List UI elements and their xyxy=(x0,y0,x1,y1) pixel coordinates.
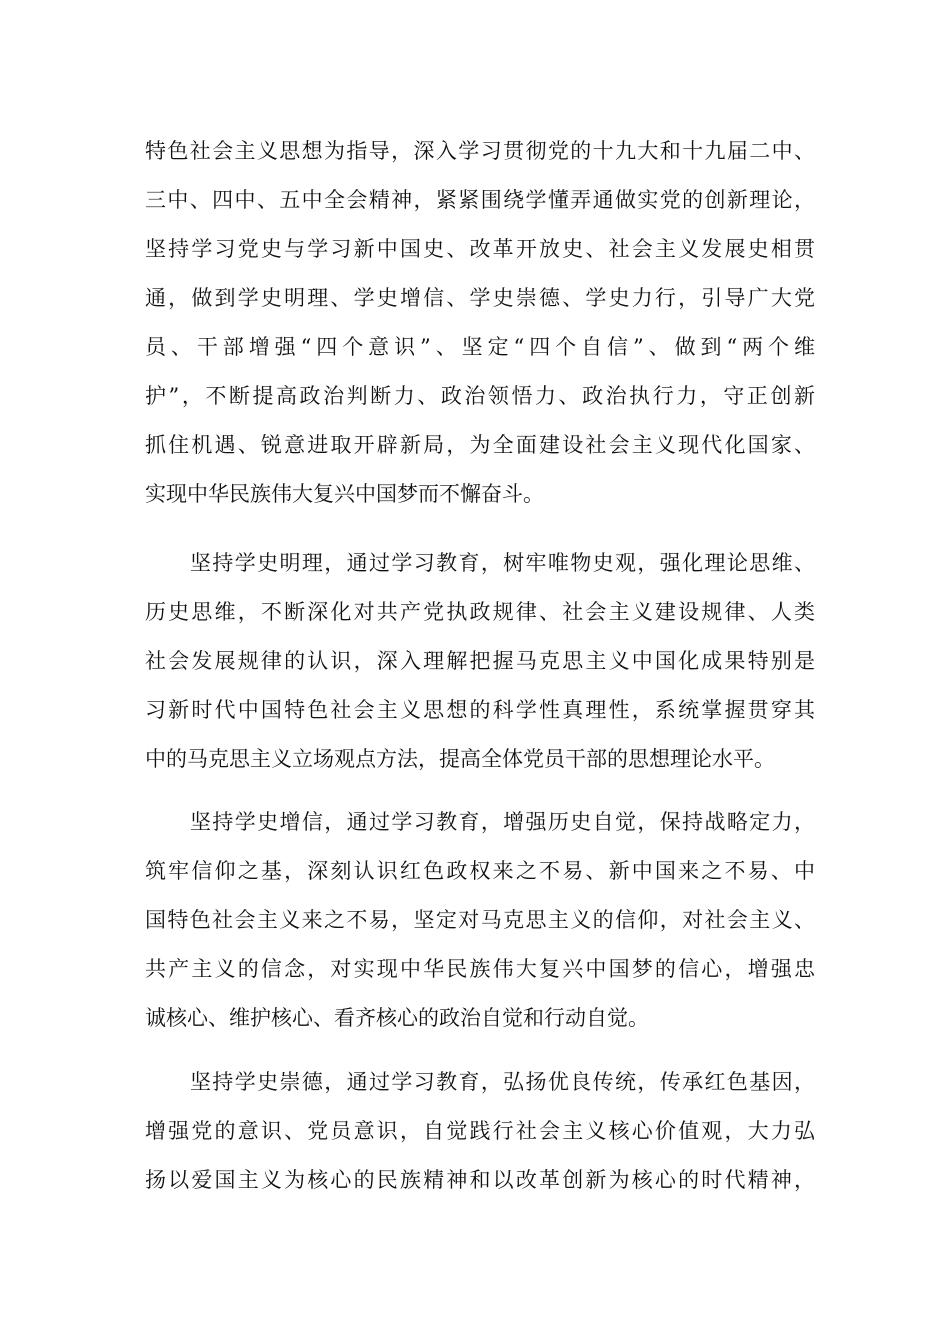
text-line: 扬以爱国主义为核心的民族精神和以改革创新为核心的时代精神， xyxy=(145,1168,815,1192)
text-line: 通，做到学史明理、学史增信、学史崇德、学史力行，引导广大党 xyxy=(145,286,815,310)
text-line: 坚持学史崇德，通过学习教育，弘扬优良传统，传承红色基因， xyxy=(190,1070,815,1094)
text-line: 特色社会主义思想为指导，深入学习贯彻党的十九大和十九届二中、 xyxy=(145,139,815,163)
text-line: 增强党的意识、党员意识，自觉践行社会主义核心价值观，大力弘 xyxy=(145,1119,815,1143)
paragraph xyxy=(145,127,815,519)
text-line: 历史思维，不断深化对共产党执政规律、社会主义建设规律、人类 xyxy=(145,600,815,624)
text-line: 坚持学史明理，通过学习教育，树牢唯物史观，强化理论思维、 xyxy=(190,551,815,575)
text-line: 习新时代中国特色社会主义思想的科学性真理性，系统掌握贯穿其 xyxy=(145,698,815,722)
text-line: 中的马克思主义立场观点方法，提高全体党员干部的思想理论水平。 xyxy=(145,747,775,771)
text-line: 员、干部增强“四个意识”、坚定“四个自信”、做到“两个维 xyxy=(145,335,815,359)
text-line: 三中、四中、五中全会精神，紧紧围绕学懂弄通做实党的创新理论， xyxy=(145,188,815,212)
text-line: 国特色社会主义来之不易，坚定对马克思主义的信仰，对社会主义、 xyxy=(145,908,815,932)
text-line: 共产主义的信念，对实现中华民族伟大复兴中国梦的信心，增强忠 xyxy=(145,957,815,981)
text-line: 筑牢信仰之基，深刻认识红色政权来之不易、新中国来之不易、中 xyxy=(145,859,815,883)
text-line: 实现中华民族伟大复兴中国梦而不懈奋斗。 xyxy=(145,482,544,506)
paragraph xyxy=(145,1058,815,1205)
text-line: 坚持学习党史与学习新中国史、改革开放史、社会主义发展史相贯 xyxy=(145,237,815,261)
text-line: 坚持学史增信，通过学习教育，增强历史自觉，保持战略定力， xyxy=(190,810,815,834)
text-line: 社会发展规律的认识，深入理解把握马克思主义中国化成果特别是 xyxy=(145,649,815,673)
paragraph xyxy=(145,798,815,1043)
text-line: 诚核心、维护核心、看齐核心的政治自觉和行动自觉。 xyxy=(145,1006,649,1030)
text-line: 抓住机遇、锐意进取开辟新局，为全面建设社会主义现代化国家、 xyxy=(145,433,815,457)
text-line: 护”，不断提高政治判断力、政治领悟力、政治执行力，守正创新 xyxy=(145,384,815,408)
paragraph xyxy=(145,539,815,784)
